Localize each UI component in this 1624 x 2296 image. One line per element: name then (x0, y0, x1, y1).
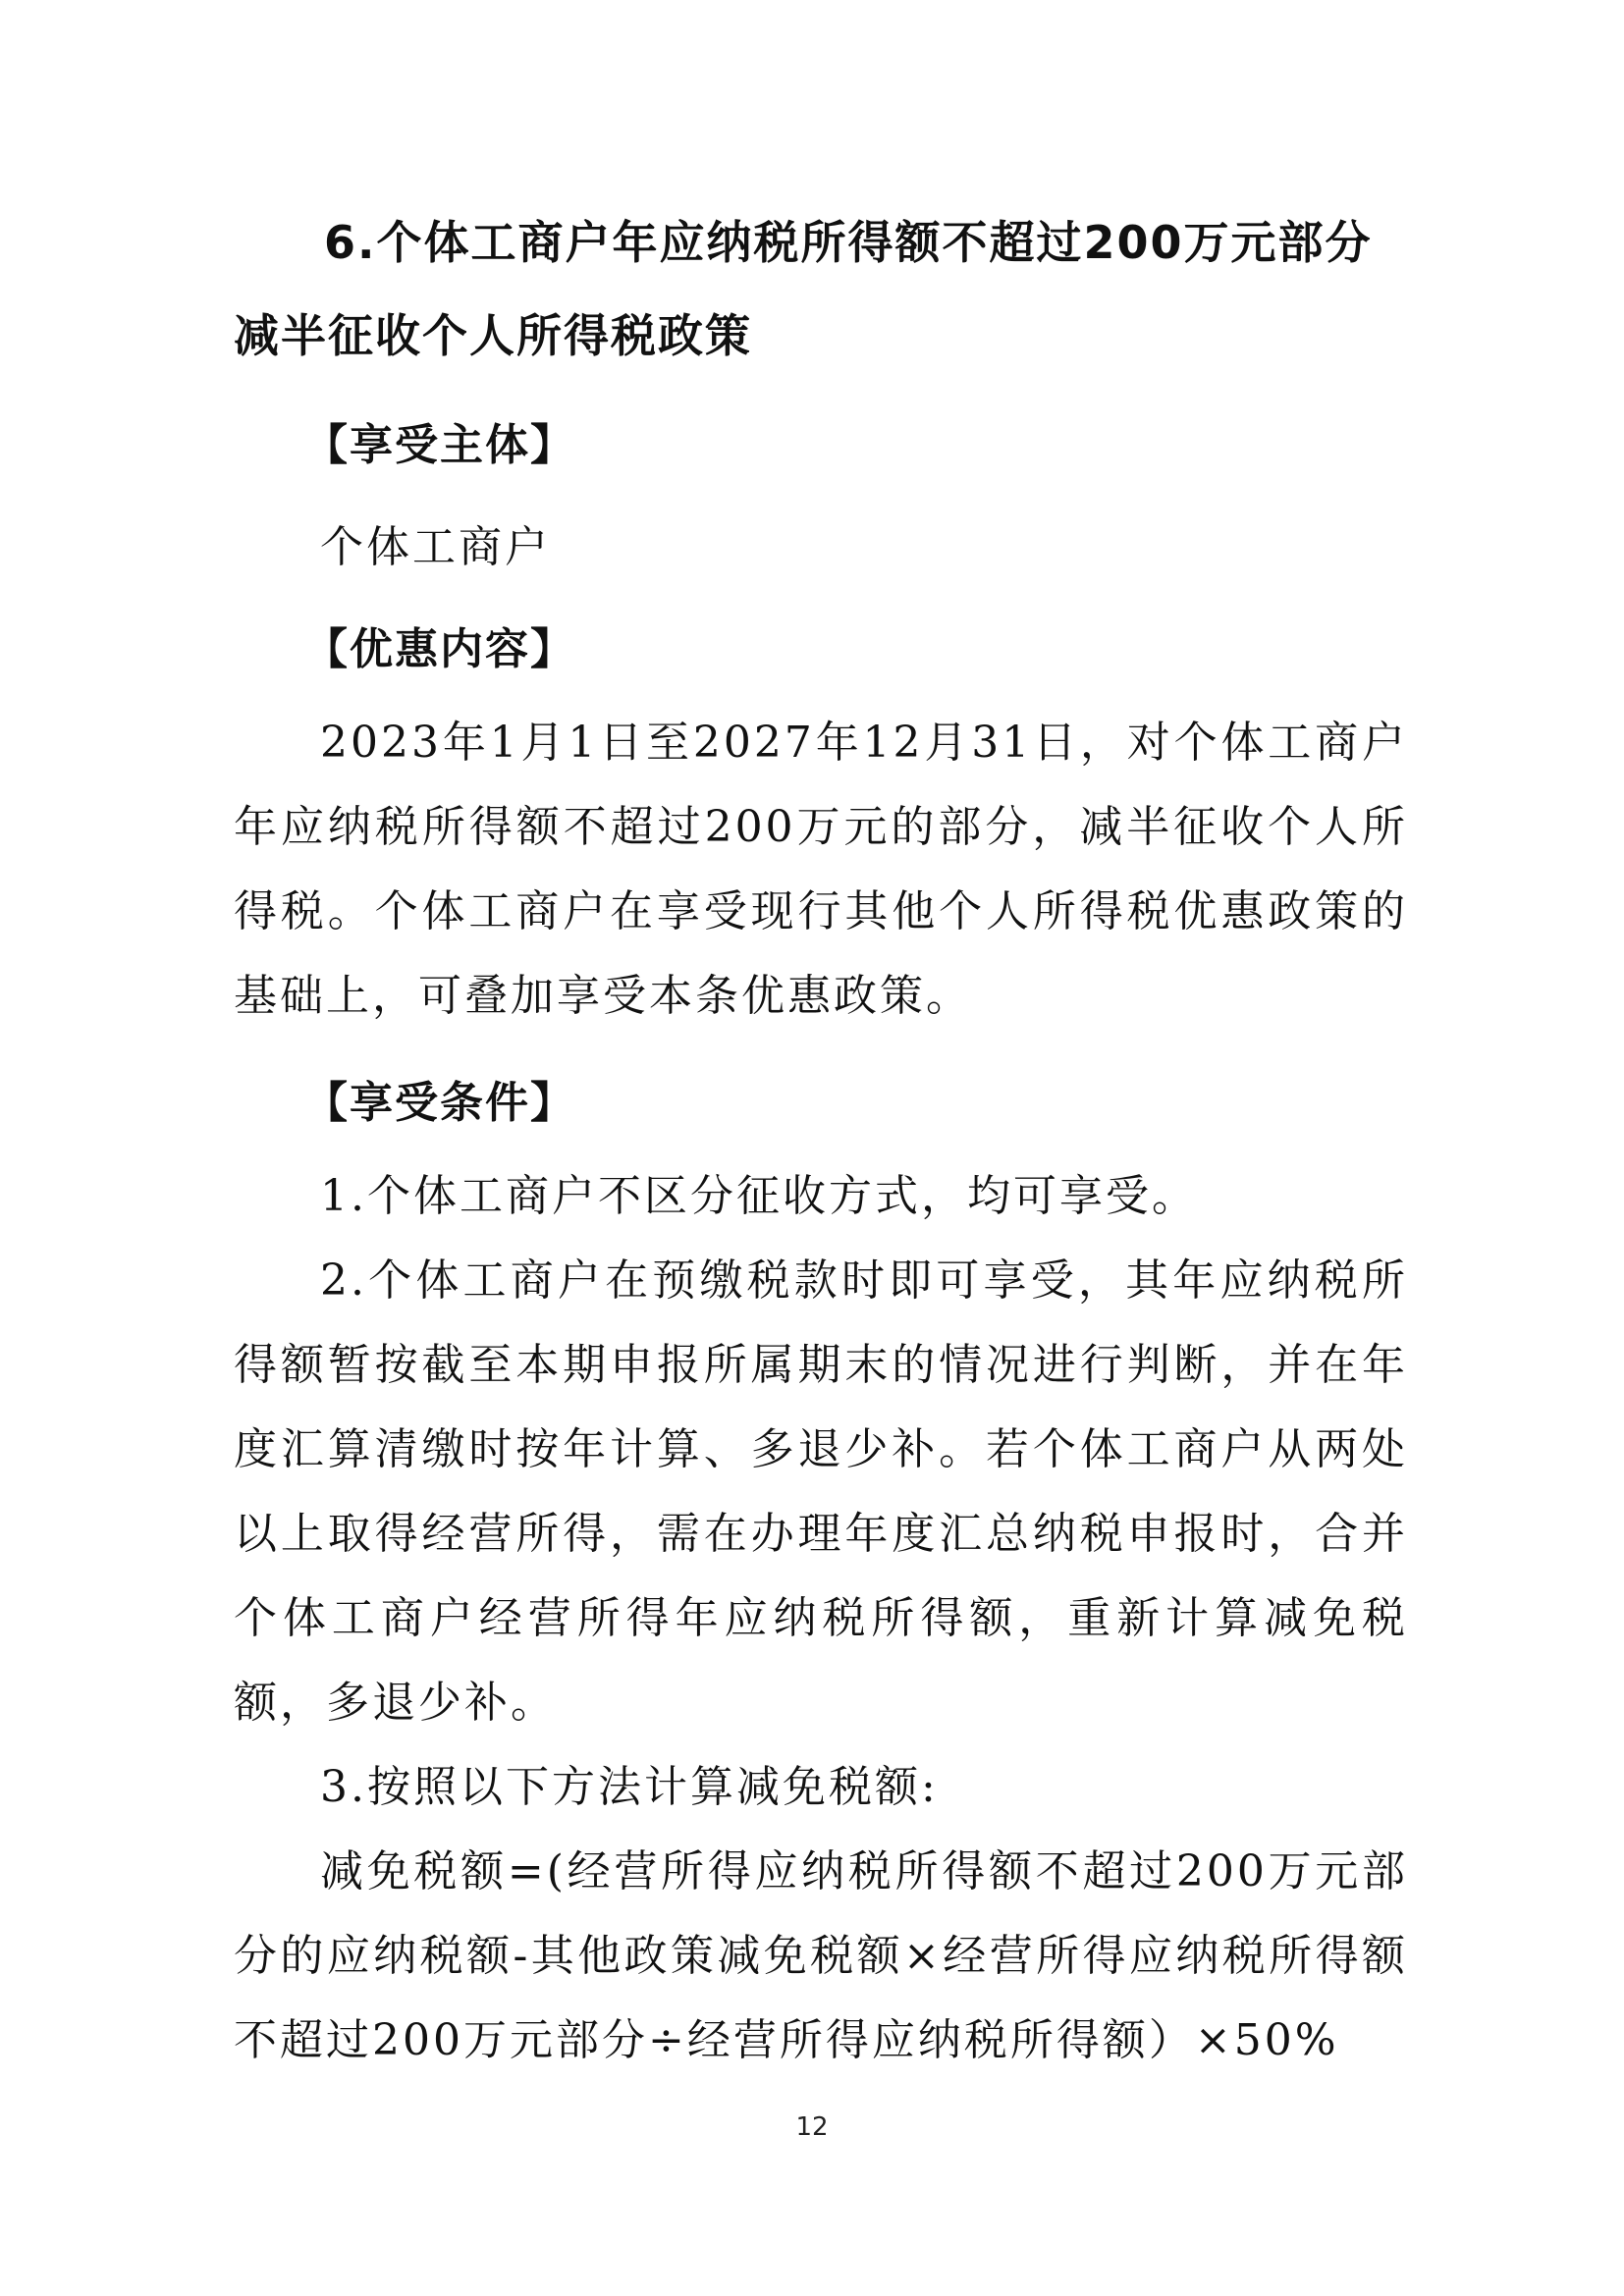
condition-item-3: 3.按照以下方法计算减免税额: (320, 1762, 939, 1812)
section-heading-conditions: 【享受条件】 (304, 1078, 575, 1128)
condition-item-1: 1.个体工商户不区分征收方式，均可享受。 (320, 1171, 1198, 1221)
section-body-benefit: 2023年1月1日至2027年12月31日，对个体工商户年应纳税所得额不超过200万元的部分，减半征收个人所得税。个体工商户在享受现行其他个人所得税优惠政策的基础上，可叠加享受本条优惠政策。 (234, 718, 1408, 1021)
page-number: 12 (795, 2112, 829, 2142)
section-heading-benefit: 【优惠内容】 (304, 624, 575, 674)
section-body-subject: 个体工商户 (320, 522, 551, 572)
document-title: 6.个体工商户年应纳税所得额不超过200万元部分减半征收个人所得税政策 (234, 216, 1373, 362)
formula-paragraph: 减免税额=(经营所得应纳税所得额不超过200万元部分的应纳税额-其他政策减免税额×经营所得应纳税所得额不超过200万元部分÷经营所得应纳税所得额）×50% (234, 1846, 1408, 2065)
condition-item-2: 2.个体工商户在预缴税款时即可享受，其年应纳税所得额暂按截至本期申报所属期末的情况进行判断，并在年度汇算清缴时按年计算、多退少补。若个体工商户从两处以上取得经营所得，需在办理年度汇总纳税申报时，合并个体工商户经营所得年应纳税所得额，重新计算减免税额，多退少补。 (234, 1255, 1408, 1728)
section-heading-subject: 【享受主体】 (304, 420, 575, 470)
document-body (234, 196, 1408, 2083)
